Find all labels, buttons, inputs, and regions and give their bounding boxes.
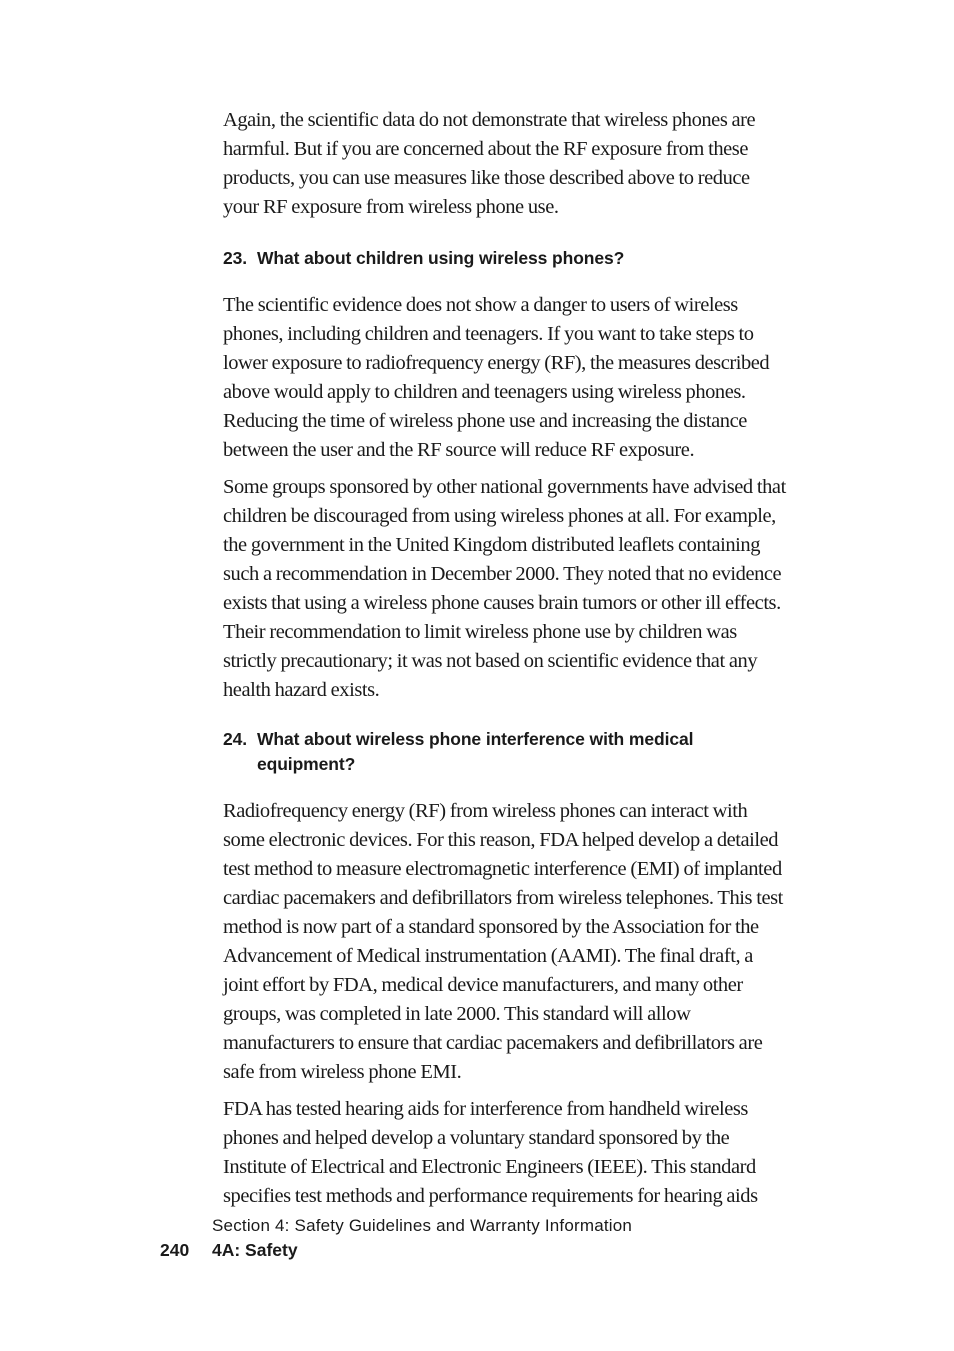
page-number: 240 [160,1240,190,1260]
chapter-title: 4A: Safety [212,1240,298,1260]
question-number: 23. [223,248,248,268]
q23-paragraph-1: The scientific evidence does not show a danger to users of wireless phones, including children and teenagers. If you want to take steps to lower exposure to radiofrequency energy (RF), the measures described above would apply to children and teenagers using wireless phones. Reducing the time of wireless phone use and increasing the distance between the user and the RF source will reduce RF exposure. [223,294,770,461]
question-23-heading [223,246,789,271]
footer-page-line [160,1238,860,1262]
question-number: 24. [223,729,248,749]
question-text: What about wireless phone interference with medical equipment? [257,729,694,774]
q23-paragraph-2: Some groups sponsored by other national governments have advised that children be discouraged from using wireless phones at all. For example, the government in the United Kingdom distributed leaflets containing such a recommendation in December 2000. They noted that no evidence exists that using a wireless phone causes brain tumors or other ill effects. Their recommendation to limit wireless phone use by children was strictly precautionary; it was not based on scientific evidence that any health hazard exists. [223,476,786,701]
question-24-heading [223,727,789,777]
page-content [223,106,789,1219]
q24-paragraph-2: FDA has tested hearing aids for interference from handheld wireless phones and helped develop a voluntary standard sponsored by the Institute of Electrical and Electronic Engineers (IEEE). This standard specifies test methods and performance requirements for hearing aids [223,1098,758,1207]
intro-paragraph: Again, the scientific data do not demonstrate that wireless phones are harmful. But if you are concerned about the RF exposure from these products, you can use measures like those described above to reduce your RF exposure from wireless phone use. [223,109,756,218]
page-footer [160,1214,860,1262]
footer-section-title: Section 4: Safety Guidelines and Warranty Information [212,1216,633,1235]
question-text: What about children using wireless phones? [257,248,625,268]
q24-paragraph-1: Radiofrequency energy (RF) from wireless phones can interact with some electronic devices. For this reason, FDA helped develop a detailed test method to measure electromagnetic interference (EMI) of implanted cardiac pacemakers and defibrillators from wireless telephones. This test method is now part of a standard sponsored by the Association for the Advancement of Medical instrumentation (AAMI). The final draft, a joint effort by FDA, medical device manufacturers, and many other groups, was completed in late 2000. This standard will allow manufacturers to ensure that cardiac pacemakers and defibrillators are safe from wireless phone EMI. [223,800,783,1083]
